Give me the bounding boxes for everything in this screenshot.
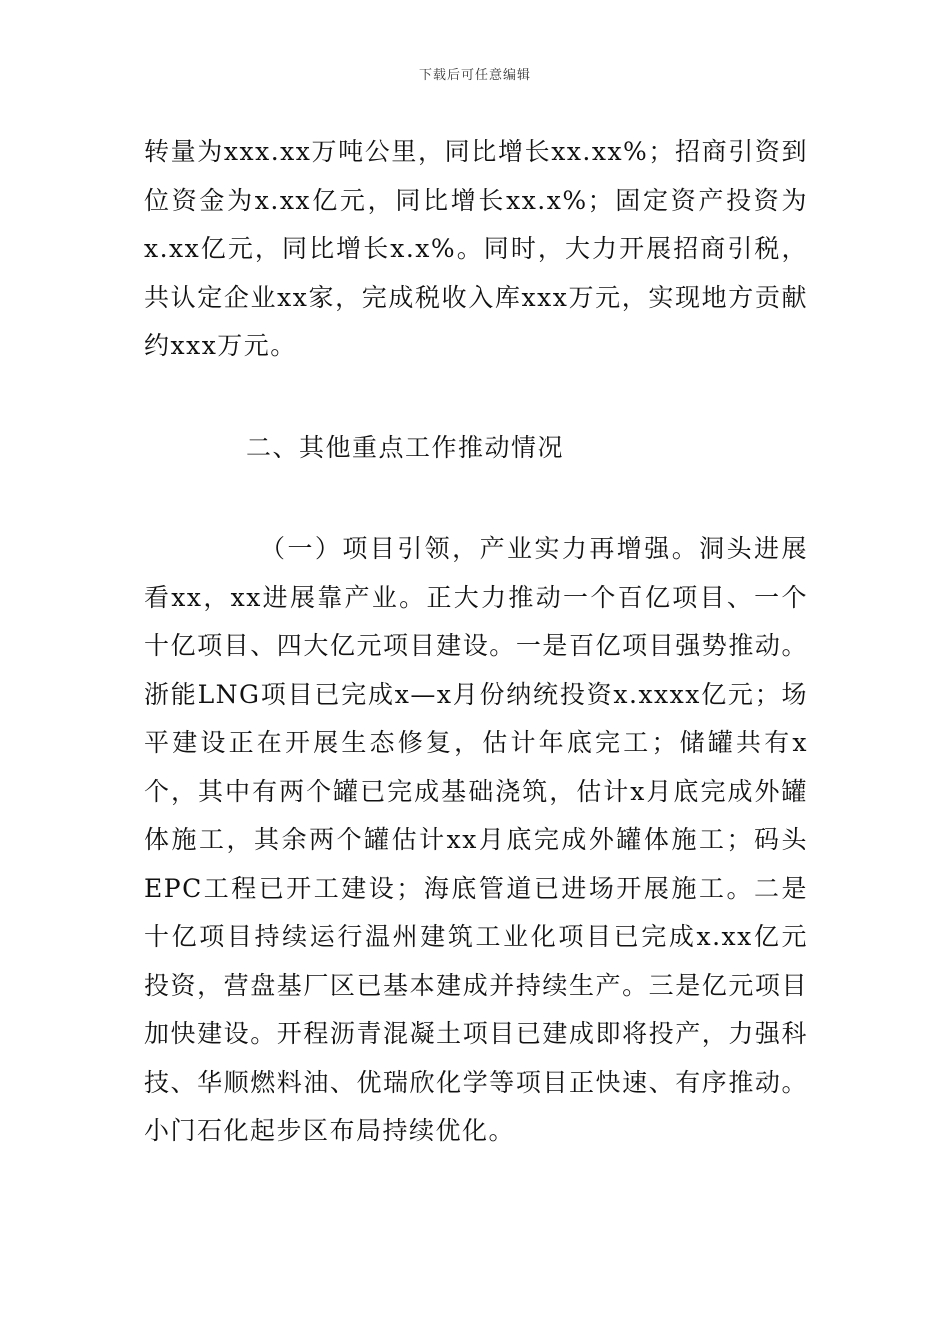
section-heading: 二、其他重点工作推动情况 [246,433,565,462]
paragraph-projects: （一）项目引领，产业实力再增强。洞头进展看xx，xx进展靠产业。正大力推动一个百亿项目、一个十亿项目、四大亿元项目建设。一是百亿项目强势推动。浙能LNG项目已完成x—x月份纳统投资x.xxxx亿元；场平建设正在开展生态修复，估计年底完工；储罐共有x个，其中有两个罐已完成基础浇筑，估计x月底完成外罐体施工，其余两个罐估计xx月底完成外罐体施工；码头EPC工程已开工建设；海底管道已进场开展施工。二是十亿项目持续运行温州建筑工业化项目已完成x.xx亿元投资，营盘基厂区已基本建成并持续生产。三是亿元项目加快建设。开程沥青混凝土项目已建成即将投产，力强科技、华顺燃料油、优瑞欣化学等项目正快速、有序推动。小门石化起步区布局持续优化。 [144,534,808,1145]
page-header-note: 下载后可任意编辑 [418,68,531,83]
paragraph-statistics: 转量为xxx.xx万吨公里，同比增长xx.xx%；招商引资到位资金为x.xx亿元，同比增长xx.x%；固定资产投资为x.xx亿元，同比增长x.x%。同时，大力开展招商引税，共认定企业xx家，完成税收入库xxx万元，实现地方贡献约xxx万元。 [144,137,808,360]
